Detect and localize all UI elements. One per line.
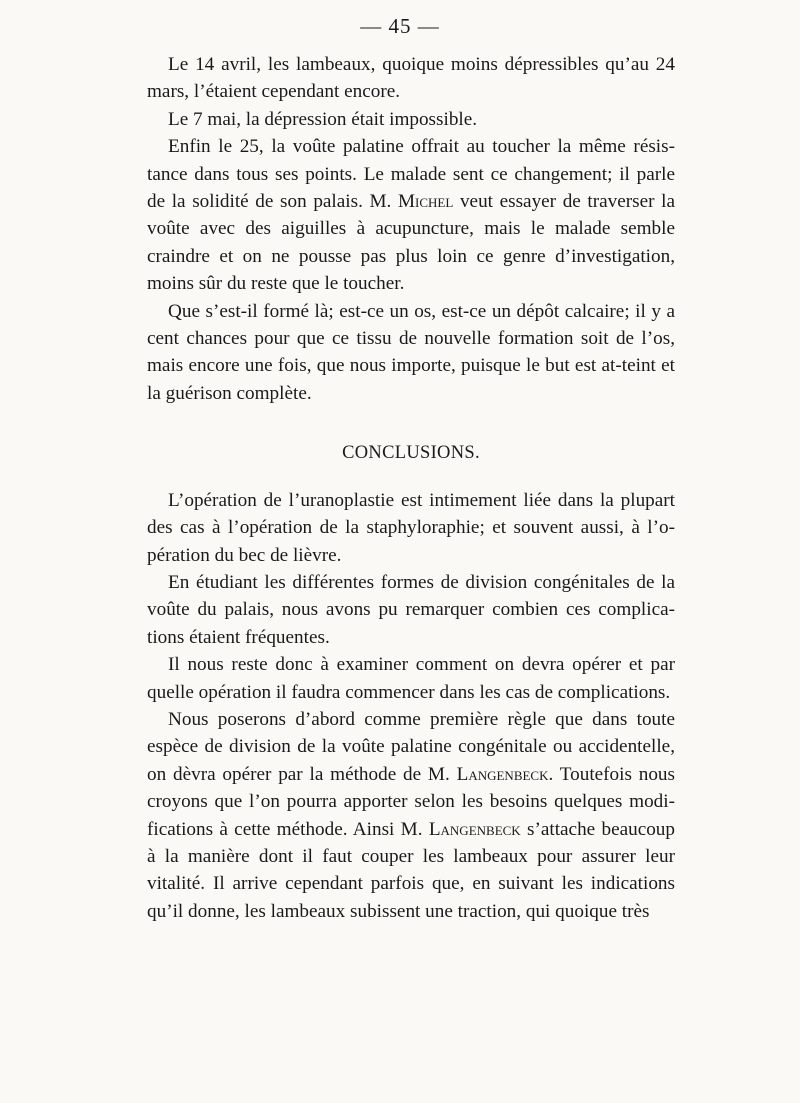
author-name-langenbeck-2: Langenbeck [428, 818, 521, 840]
paragraph-8-text-a: Nous poserons d’abord comme première règle que dans toute espèce de division de la voûte palatine congénitale ou accidentelle, on dèvra opérer par la méthode de M. [147, 708, 675, 785]
author-name-langenbeck-1: Langenbeck [456, 763, 549, 785]
paragraph-5: L’opération de l’uranoplastie est intimement liée dans la plupart des cas à l’opération de la staphyloraphie; et souvent aussi, à l’o-pération du bec de lièvre. [147, 489, 675, 566]
paragraph-8-text-b: . Toutefois nous croyons que l’on pourra apporter selon les besoins quelques modi-fications à cette méthode. Ainsi M. [147, 763, 675, 840]
paragraph-3-text-a: Enfin le 25, la voûte palatine offrait au toucher la même résis-tance dans tous ses points. Le malade sent ce changement; il parle de la solidité de son palais. M. [147, 136, 675, 213]
paragraph-8-text-c: s’attache beaucoup à la manière dont il faut couper les lambeaux pour assurer leur vitalité. Il arrive cependant parfois que, en suivant les indications qu’il donne, les lambeaux subissent une traction, qui quoique très [147, 818, 675, 922]
paragraph-1: Le 14 avril, les lambeaux, quoique moins dépressibles qu’au 24 mars, l’étaient cependant encore. [147, 54, 675, 103]
paragraph-6: En étudiant les différentes formes de division congénitales de la voûte du palais, nous avons pu remarquer combien ces complica-tions étaient fréquentes. [147, 571, 675, 648]
paragraph-3-text-b: veut essayer de traverser la voûte avec des aiguilles à acupuncture, mais le malade semble craindre et on ne pousse pas plus loin ce genre d’investigation, moins sûr du reste que le toucher. [147, 191, 676, 295]
paragraph-3 [147, 133, 675, 297]
paragraph-7: Il nous reste donc à examiner comment on devra opérer et par quelle opération il faudra commencer dans les cas de complications. [147, 654, 675, 703]
paragraph-4: Que s’est-il formé là; est-ce un os, est-ce un dépôt calcaire; il y a cent chances pour que ce tissu de nouvelle formation soit de l’os, mais encore une fois, que nous importe, puisque le but est at-teint et la guérison complète. [147, 300, 675, 404]
section-heading: CONCLUSIONS. [342, 443, 480, 464]
page-number: — 45 — [360, 14, 440, 38]
author-name-michel: Michel [397, 191, 454, 213]
paragraph-8 [147, 706, 675, 925]
body-text [147, 51, 675, 925]
paragraph-2: Le 7 mai, la dépression était impossible. [168, 108, 478, 130]
